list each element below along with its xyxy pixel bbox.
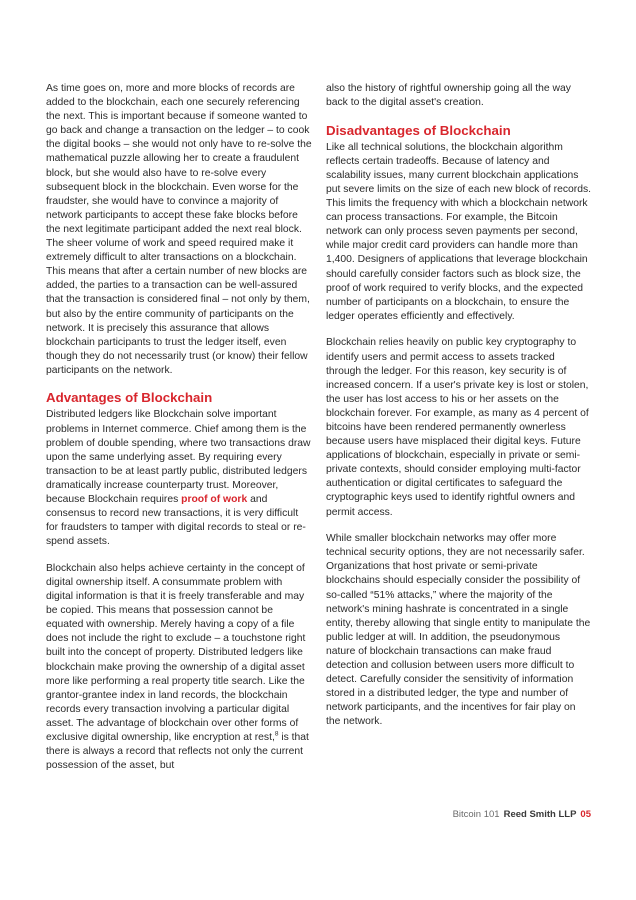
paragraph-double-spending [46,408,312,549]
paragraph-text: Distributed ledgers like Blockchain solve important problems in Internet commerce. Chief among them is the problem of double spending, where two transactions draw upon the same underlying asset. By requiring every transaction to be at least partly public, distributed ledgers dramatically increase counterparty trust. Moreover, because Blockchain requires [46,409,311,506]
footer-firm-name: Reed Smith LLP [503,809,577,820]
left-column [46,82,312,786]
footer-doc-title: Bitcoin 101 [452,809,500,820]
paragraph-text: and consensus to record new transactions, it is very difficult for fraudsters to tamper with digital records to steal or re-spend assets. [46,494,306,548]
right-column [326,82,592,742]
footnote-marker[interactable]: 8 [274,730,279,738]
page-footer [453,809,591,820]
heading-advantages: Advantages of Blockchain [46,390,213,406]
paragraph-51-percent-attacks: While smaller blockchain networks may offer more technical security options, they are not necessarily safer. Organizations that host private or semi-private blockchains should especially consider the possibility of so-called “51% attacks,” where the majority of the network's mining hashrate is concentrated in a single entity, thereby allowing that single entity to manipulate the public ledger at will. In addition, the pseudonymous nature of blockchain transactions can make fraud detection and collusion between users more difficult to detect. Carefully consider the sensitivity of information stored in a distributed ledger, the type and number of network participants, and the incentives for fair play on the network. [326,533,591,728]
paragraph-key-security: Blockchain relies heavily on public key cryptography to identify users and permit access to assets tracked through the ledger. For this reason, key security is of increased concern. If a user's private key is lost or stolen, the user has lost access to his or her assets on the blockchain forever. For example, as many as 4 percent of bitcoins have been rendered permanently ownerless because users have misplaced their digital keys. Future applications of blockchain, especially in private or semi-private contexts, should consider employing multi-factor authentication or digital certificates to safeguard the cryptographic keys used to identify rightful owners and permit access. [326,337,589,518]
paragraph-text: Blockchain also helps achieve certainty in the concept of digital ownership itself. A consummate problem with digital information is that it is freely transferable and may be copied. This means that possession cannot be equated with ownership. Merely having a copy of a file does not include the right to exclude – a touchstone right built into the concept of property. Distributed ledgers like blockchain make proving the ownership of a digital asset more like performing a real property title search. Like the grantor-grantee index in land records, the blockchain records every transaction involving a particular digital asset. The advantage of blockchain over other forms of exclusive digital ownership, like encryption at rest, [46,562,306,744]
paragraph-ownership-history: also the history of rightful ownership going all the way back to the digital asset's creation. [326,83,571,109]
proof-of-work-link[interactable]: proof of work [181,494,248,506]
paragraph-digital-ownership [46,562,312,773]
page-number: 05 [580,809,591,820]
paragraph-text: is that there is always a record that reflects not only the current possession of the asset, but [46,732,309,772]
paragraph-block-finality: As time goes on, more and more blocks of records are added to the blockchain, each one securely referencing the next. This is important because if someone wanted to go back and change a transaction on the ledger – to cook the digital books – she would not only have to re-solve the mathematical puzzle allowing her to create a fraudulent block, but she would also have to re-solve every subsequent block in the blockchain. Even worse for the fraudster, she would have to convince a majority of network participants to accept these fake blocks before the next legitimate participant added the next real block. The sheer volume of work and speed required make it extremely difficult to alter transactions on a blockchain. This means that after a certain number of new blocks are added, the parties to a transaction can be well-assured that the transaction is considered final – not only by them, but also by the entire community of participants on the network. It is precisely this assurance that allows blockchain participants to trust the ledger itself, even though they do not necessarily trust (or know) their fellow participants on the network. [46,83,312,376]
paragraph-tradeoffs: Like all technical solutions, the blockchain algorithm reflects certain tradeoffs. Because of latency and scalability issues, many current blockchain applications put severe limits on the size of each new block of records. This limits the frequency with which a blockchain network can process transactions. For example, the Bitcoin network can only process seven payments per second, while major credit card providers can handle more than 1,400. Designers of applications that leverage blockchain should carefully consider factors such as block size, the proof of work required to verify blocks, and the expected number of participants on a blockchain, to ensure the ledger operates efficiently and effectively. [326,141,592,322]
heading-disadvantages: Disadvantages of Blockchain [326,122,511,138]
